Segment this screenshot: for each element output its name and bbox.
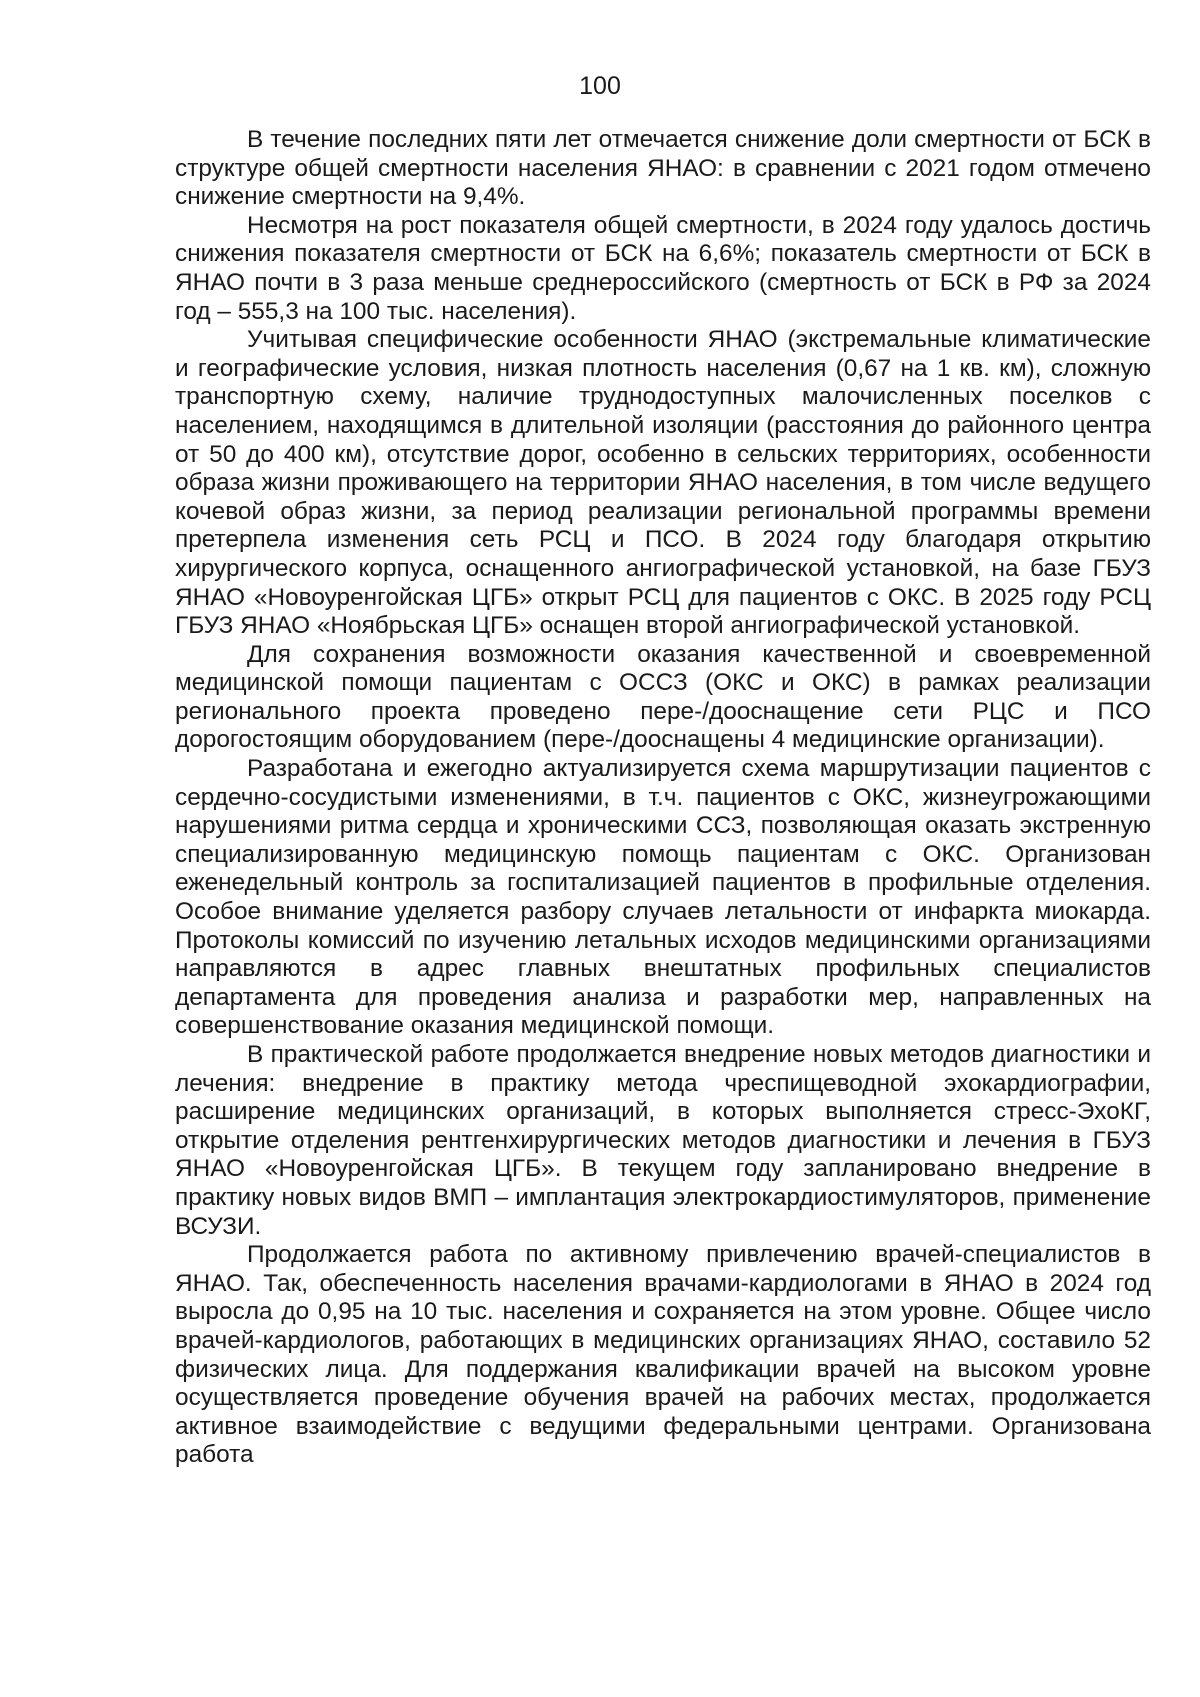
paragraph-routing-scheme: Разработана и ежегодно актуализируется схема маршрутизации пациентов с сердечно-сосудистыми изменениями, в т.ч. пациентов с ОКС, жизнеугрожающими нарушениями ритма сердца и хроническими ССЗ, позволяющая оказать экстренную специализированную медицинскую помощь пациентам с ОКС. Организован еженедельный контроль за госпитализацией пациентов в профильные отделения. Особое внимание уделяется разбору случаев летальности от инфаркта миокарда. Протоколы комиссий по изучению летальных исходов медицинскими организациями направляются в адрес главных внештатных профильных специалистов департамента для проведения анализа и разработки мер, направленных на совершенствование оказания медицинской помощи. [175,755,1151,1040]
paragraph-new-methods: В практической работе продолжается внедрение новых методов диагностики и лечения: внедрение в практику метода чреспищеводной эхокардиографии, расширение медицинских организаций, в которых выполняется стресс-ЭхоКГ, открытие отделения рентгенхирургических методов диагностики и лечения в ГБУЗ ЯНАО «Новоуренгойская ЦГБ». В текущем году запланировано внедрение в практику новых видов ВМП – имплантация электрокардиостимуляторов, применение ВСУЗИ. [175,1041,1151,1240]
paragraph-regional-specifics: Учитывая специфические особенности ЯНАО (экстремальные климатические и географические условия, низкая плотность населения (0,67 на 1 кв. км), сложную транспортную схему, наличие труднодоступных малочисленных поселков с населением, находящимся в длительной изоляции (расстояния до районного центра от 50 до 400 км), отсутствие дорог, особенно в сельских территориях, особенности образа жизни проживающего на территории ЯНАО населения, в том числе ведущего кочевой образ жизни, за период реализации региональной программы времени претерпела изменения сеть РСЦ и ПСО. В 2024 году благодаря открытию хирургического корпуса, оснащенного ангиографической установкой, на базе ГБУЗ ЯНАО «Новоуренгойская ЦГБ» открыт РСЦ для пациентов с ОКС. В 2025 году РСЦ ГБУЗ ЯНАО «Ноябрьская ЦГБ» оснащен второй ангиографической установкой. [175,326,1151,640]
paragraph-cvd-mortality-share: В течение последних пяти лет отмечается снижение доли смертности от БСК в структуре общей смертности населения ЯНАО: в сравнении с 2021 годом отмечено снижение смертности на 9,4%. [175,126,1151,211]
page-number: 100 [579,72,621,100]
paragraph-staffing: Продолжается работа по активному привлечению врачей-специалистов в ЯНАО. Так, обеспеченность населения врачами-кардиологами в ЯНАО в 2024 год выросла до 0,95 на 10 тыс. населения и сохраняется на этом уровне. Общее число врачей-кардиологов, работающих в медицинских организациях ЯНАО, составило 52 физических лица. Для поддержания квалификации врачей на высоком уровне осуществляется проведение обучения врачей на рабочих местах, продолжается активное взаимодействие с ведущими федеральными центрами. Организована работа [175,1241,1151,1469]
paragraph-mortality-reduction: Несмотря на рост показателя общей смертности, в 2024 году удалось достичь снижения показателя смертности от БСК на 6,6%; показатель смертности от БСК в ЯНАО почти в 3 раза меньше среднероссийского (смертность от БСК в РФ за 2024 год – 555,3 на 100 тыс. населения). [175,211,1151,325]
document-body [175,126,1151,1470]
paragraph-equipment-upgrade: Для сохранения возможности оказания качественной и своевременной медицинской помощи пациентам с ОССЗ (ОКС и ОКС) в рамках реализации регионального проекта проведено пере-/дооснащение сети РЦС и ПСО дорогостоящим оборудованием (пере-/дооснащены 4 медицинские организации). [175,640,1151,754]
